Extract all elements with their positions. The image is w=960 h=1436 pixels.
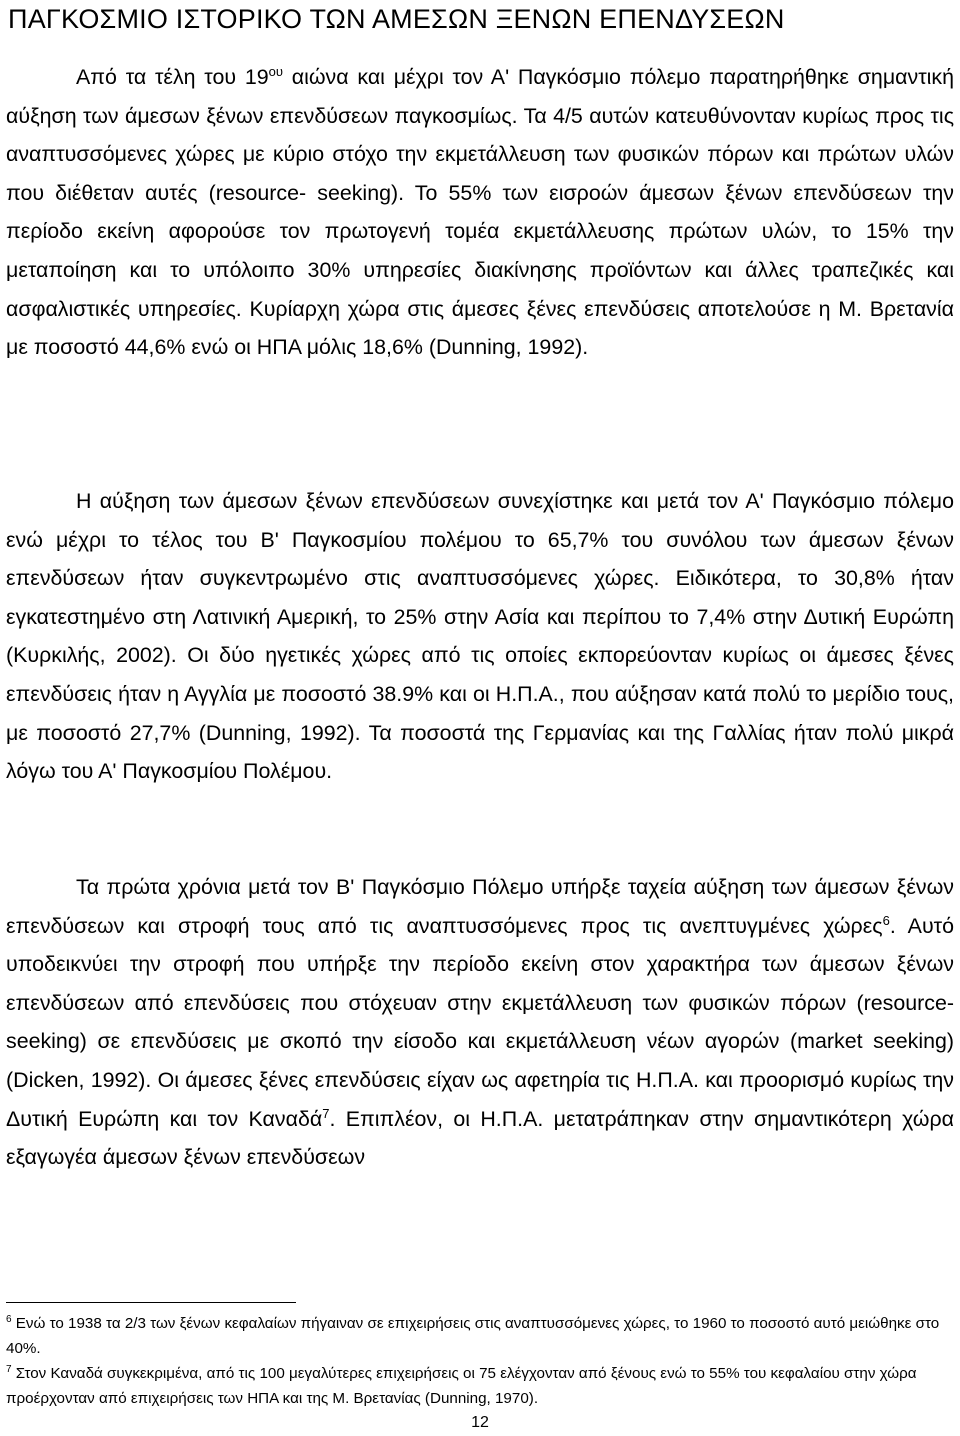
paragraph-1-superscript: ου [268,63,283,79]
footnote-ref-7[interactable]: 7 [322,1105,330,1121]
footnote-7-marker: 7 [6,1363,12,1375]
footnote-separator [6,1302,296,1303]
footnote-ref-6[interactable]: 6 [882,912,890,928]
paragraph-3-part-1: Τα πρώτα χρόνια μετά τον Β' Παγκόσμιο Πόλεμο υπήρξε ταχεία αύξηση των άμεσων ξένων επενδύσεων και στροφή τους από τις αναπτυσσόμενες προς τις ανεπτυγμένες χώρες [6,875,954,938]
paragraph-1-start: Από τα τέλη του 19 [76,65,269,89]
paragraph-2 [6,482,954,791]
footnote-6 [6,1312,954,1361]
paragraph-2-text: Η αύξηση των άμεσων ξένων επενδύσεων συνεχίστηκε και μετά τον Α' Παγκόσμιο πόλεμο ενώ μέχρι το τέλος του Β' Παγκοσμίου πολέμου το 65,7% του συνόλου των άμεσων ξένων επενδύσεων ήταν συγκεντρωμένο στις αναπτυσσόμενες χώρες. Ειδικότερα, το 30,8% ήταν εγκατεστημένο στη Λατινική Αμερική, το 25% στην Ασία και περίπου το 7,4% στην Δυτική Ευρώπη (Κυρκιλής, 2002). Οι δύο ηγετικές χώρες από τις οποίες εκπορεύονταν κυρίως οι άμεσες ξένες επενδύσεις ήταν η Αγγλία με ποσοστό 38.9% και οι Η.Π.Α., που αύξησαν κατά πολύ το μερίδιο τους, με ποσοστό 27,7% (Dunning, 1992). Τα ποσοστά της Γερμανίας και της Γαλλίας ήταν πολύ μικρά λόγω του Α' Παγκοσμίου Πολέμου. [6,489,954,784]
paragraph-1-rest: αιώνα και μέχρι τον Α' Παγκόσμιο πόλεμο παρατηρήθηκε σημαντική αύξηση των άμεσων ξένων επενδύσεων παγκοσμίως. Τα 4/5 αυτών κατευθύνονταν κυρίως προς τις αναπτυσσόμενες χώρες με κύριο στόχο την εκμετάλλευση των φυσικών πόρων και πρώτων υλών που διέθεταν αυτές (resource- seeking). Το 55% των εισροών άμεσων ξένων επενδύσεων την περίοδο εκείνη αφορούσε τον πρωτογενή τομέα εκμετάλλευσης πρώτων υλών, το 15% την μεταποίηση και το υπόλοιπο 30% υπηρεσίες διακίνησης προϊόντων και άλλες τραπεζικές και ασφαλιστικές υπηρεσίες. Κυρίαρχη χώρα στις άμεσες ξένες επενδύσεις αποτελούσε η Μ. Βρετανία με ποσοστό 44,6% ενώ οι ΗΠΑ μόλις 18,6% (Dunning, 1992). [6,65,955,360]
footnote-7-text: Στον Καναδά συγκεκριμένα, από τις 100 μεγαλύτερες επιχειρήσεις οι 75 ελέγχονταν από ξένους ενώ το 55% του κεφαλαίου στην χώρα προέρχονταν από επιχειρήσεις των ΗΠΑ και της Μ. Βρετανίας (Dunning, 1970). [6,1365,917,1407]
footnote-6-text: Ενώ το 1938 τα 2/3 των ξένων κεφαλαίων πήγαιναν σε επιχειρήσεις στις αναπτυσσόμενες χώρες, το 1960 το ποσοστό αυτό μειώθηκε στο 40%. [6,1315,940,1357]
footnote-7 [6,1362,954,1411]
paragraph-3-part-2: . Αυτό υποδεικνύει την στροφή που υπήρξε την περίοδο εκείνη στον χαρακτήρα των άμεσων ξένων επενδύσεων από επενδύσεις που στόχευαν στην εκμετάλλευση των φυσικών πόρων (resource- seeking) σε επενδύσεις με σκοπό την είσοδο και εκμετάλλευση νέων αγορών (market seeking)(Dicken, 1992). Οι άμεσες ξένες επενδύσεις είχαν ως αφετηρία τις Η.Π.Α. και προορισμό κυρίως την Δυτική Ευρώπη και τον Καναδά [6,913,954,1131]
page-title: ΠΑΓΚΟΣΜΙΟ ΙΣΤΟΡΙΚΟ ΤΩΝ ΑΜΕΣΩΝ ΞΕΝΩΝ ΕΠΕΝΔΥΣΕΩΝ [8,4,785,34]
paragraph-3-part-3: . Επιπλέον, οι Η.Π.Α. μετατράπηκαν στην σημαντικότερη χώρα εξαγωγέα άμεσων ξένων επενδύσεων [6,1106,954,1170]
page-number: 12 [471,1414,489,1431]
paragraph-3 [6,868,954,1177]
paragraph-1 [6,58,954,367]
footnote-6-marker: 6 [6,1313,12,1325]
